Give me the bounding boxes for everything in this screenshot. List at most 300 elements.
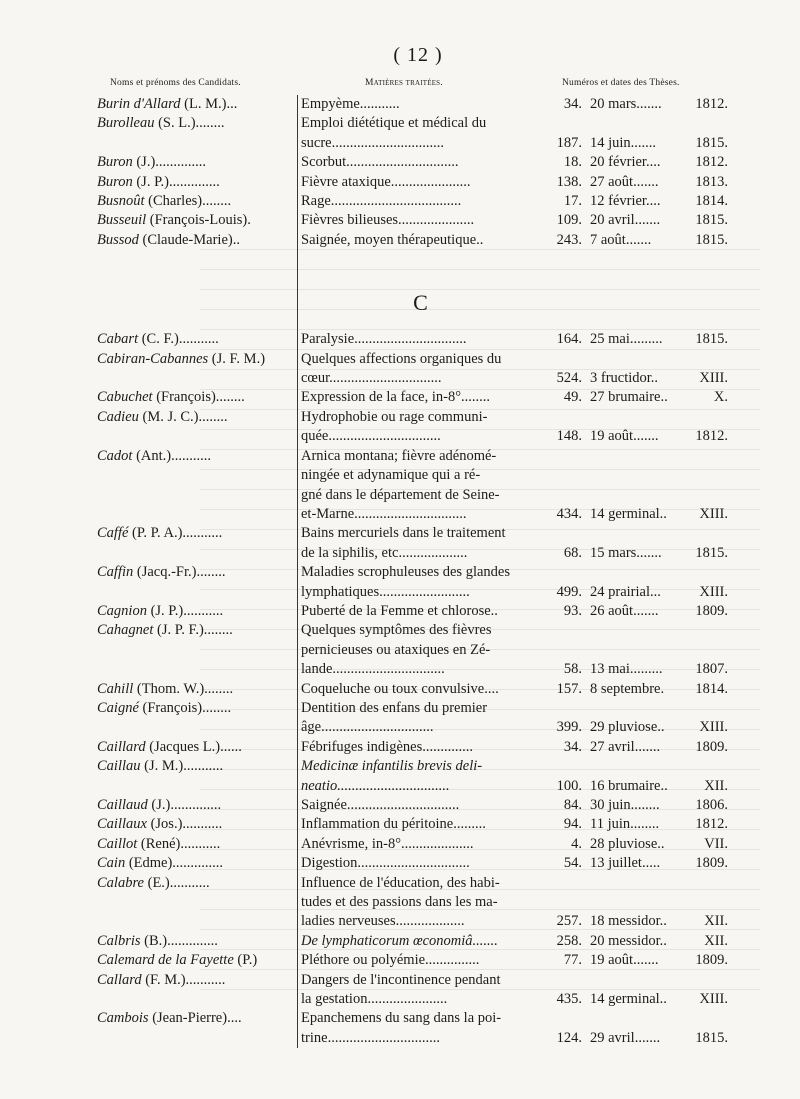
table-row xyxy=(0,699,800,738)
thesis-number-date xyxy=(548,854,730,873)
thesis-subject xyxy=(297,192,547,211)
candidate-name xyxy=(97,408,293,427)
subject-line: Fièvre ataxique...................... xyxy=(301,173,471,190)
thesis-number: 499. xyxy=(556,583,582,600)
thesis-year: XII. xyxy=(704,777,728,794)
thesis-subject xyxy=(297,388,547,407)
candidate-given-name: (Jos.)........... xyxy=(150,816,223,833)
thesis-date: 29 pluviose.. xyxy=(590,719,665,736)
thesis-year: 1815. xyxy=(695,134,728,151)
thesis-number-date xyxy=(548,211,730,230)
table-row xyxy=(0,874,800,932)
candidate-surname: Cagnion xyxy=(97,602,147,619)
table-row xyxy=(0,447,800,525)
subject-line: Inflammation du péritoine......... xyxy=(301,816,486,833)
thesis-date: 27 brumaire.. xyxy=(590,389,668,406)
thesis-number-date xyxy=(548,427,730,446)
thesis-number-date xyxy=(548,990,730,1009)
subject-line: neatio............................... xyxy=(301,777,450,794)
subject-line: Medicinæ infantilis brevis deli- xyxy=(301,758,483,775)
subject-line: Paralysie............................... xyxy=(301,331,467,348)
entries-b xyxy=(0,95,800,250)
thesis-subject xyxy=(297,757,547,796)
thesis-subject xyxy=(297,738,547,757)
candidate-surname: Burolleau xyxy=(97,115,155,132)
candidate-surname: Caffin xyxy=(97,564,134,581)
subject-line: Bains mercuriels dans le traitement xyxy=(301,525,506,542)
candidate-given-name: (Jacq.-Fr.)........ xyxy=(136,564,226,581)
thesis-number: 257. xyxy=(556,913,582,930)
candidate-surname: Buron xyxy=(97,173,133,190)
candidate-given-name: (Thom. W.)........ xyxy=(136,680,234,697)
thesis-number-date xyxy=(548,951,730,970)
candidate-given-name: (Edme).............. xyxy=(128,855,224,872)
table-row xyxy=(0,192,800,211)
subject-line: Dentition des enfans du premier xyxy=(301,699,488,716)
thesis-year: XII. xyxy=(704,932,728,949)
candidate-given-name: (P. P. A.)........... xyxy=(132,525,223,542)
thesis-number: 17. xyxy=(563,193,582,210)
subject-line: cœur............................... xyxy=(301,370,442,387)
thesis-date: 11 juin........ xyxy=(590,816,660,833)
thesis-year: 1815. xyxy=(695,331,728,348)
candidate-given-name: (François)........ xyxy=(156,389,245,406)
table-row xyxy=(0,835,800,854)
thesis-subject xyxy=(297,153,547,172)
candidate-given-name: (Jean-Pierre).... xyxy=(152,1010,242,1027)
thesis-number: 94. xyxy=(563,816,582,833)
thesis-date: 7 août....... xyxy=(590,231,652,248)
thesis-subject xyxy=(297,231,547,250)
thesis-year: 1807. xyxy=(695,661,728,678)
candidate-surname: Cabiran-Cabannes xyxy=(97,350,209,367)
thesis-year: 1809. xyxy=(695,738,728,755)
thesis-subject xyxy=(297,815,547,834)
thesis-number: 124. xyxy=(556,1029,582,1046)
candidate-surname: Caillau xyxy=(97,758,141,775)
thesis-number-date xyxy=(548,660,730,679)
thesis-subject xyxy=(297,796,547,815)
thesis-year: 1815. xyxy=(695,231,728,248)
subject-line: lymphatiques......................... xyxy=(301,583,470,600)
subject-line: Dangers de l'incontinence pendant xyxy=(301,971,501,988)
subject-line: De lymphaticorum œconomiâ....... xyxy=(301,932,498,949)
thesis-number-date xyxy=(548,134,730,153)
candidate-given-name: (E.)........... xyxy=(147,874,210,891)
table-row xyxy=(0,680,800,699)
candidate-given-name: (J.).............. xyxy=(151,797,222,813)
table-row xyxy=(0,524,800,563)
candidate-surname: Cabuchet xyxy=(97,389,153,406)
candidate-name xyxy=(97,621,293,640)
thesis-year: 1814. xyxy=(695,193,728,210)
thesis-number-date xyxy=(548,544,730,563)
candidate-name xyxy=(97,350,293,369)
thesis-year: 1815. xyxy=(695,1029,728,1046)
thesis-number: 138. xyxy=(556,173,582,190)
subject-line: Expression de la face, in-8°........ xyxy=(301,389,491,406)
page-number: ( 12 ) xyxy=(393,44,443,66)
subject-line: et-Marne............................... xyxy=(301,505,467,522)
thesis-subject xyxy=(297,680,547,699)
subject-line: Empyème........... xyxy=(301,96,400,112)
thesis-number-date xyxy=(548,583,730,602)
table-row xyxy=(0,408,800,447)
table-row xyxy=(0,757,800,796)
thesis-number: 34. xyxy=(563,738,582,755)
thesis-date: 19 août....... xyxy=(590,952,659,969)
thesis-number-date xyxy=(548,718,730,737)
thesis-number-date xyxy=(548,231,730,250)
thesis-year: 1812. xyxy=(695,154,728,171)
subject-line: Fébrifuges indigènes.............. xyxy=(301,738,473,755)
candidate-name xyxy=(97,699,293,718)
thesis-table xyxy=(0,95,800,1048)
candidate-surname: Caillaud xyxy=(97,797,148,813)
thesis-number-date xyxy=(548,388,730,407)
candidate-surname: Busnoût xyxy=(97,193,145,210)
thesis-subject xyxy=(297,951,547,970)
thesis-number: 58. xyxy=(563,661,582,678)
section-letter: C xyxy=(297,276,543,330)
thesis-year: XIII. xyxy=(699,583,728,600)
candidate-surname: Cain xyxy=(97,855,126,872)
thesis-date: 14 germinal.. xyxy=(590,505,667,522)
thesis-number-date xyxy=(548,932,730,951)
candidate-name xyxy=(97,211,293,230)
subject-line: Scorbut............................... xyxy=(301,154,459,171)
subject-line: Anévrisme, in-8°.................... xyxy=(301,835,474,852)
table-row xyxy=(0,1009,800,1048)
subject-line: de la siphilis, etc................... xyxy=(301,544,468,561)
candidate-surname: Caillot xyxy=(97,835,138,852)
candidate-given-name: (Charles)........ xyxy=(148,193,232,210)
subject-line: Maladies scrophuleuses des glandes xyxy=(301,564,510,581)
thesis-year: 1812. xyxy=(695,428,728,445)
table-row xyxy=(0,350,800,389)
thesis-number-date xyxy=(548,1029,730,1048)
table-row xyxy=(0,231,800,250)
table-row xyxy=(0,738,800,757)
table-row xyxy=(0,95,800,114)
candidate-given-name: (J. P.).............. xyxy=(136,173,220,190)
thesis-subject xyxy=(297,524,547,563)
candidate-name xyxy=(97,835,293,854)
candidate-given-name: (B.).............. xyxy=(144,932,218,949)
thesis-date: 3 fructidor.. xyxy=(590,370,659,387)
candidate-name xyxy=(97,563,293,582)
candidate-surname: Cabart xyxy=(97,331,139,348)
table-row xyxy=(0,602,800,621)
thesis-year: 1809. xyxy=(695,855,728,872)
thesis-date: 27 avril....... xyxy=(590,738,661,755)
candidate-given-name: (Jacques L.)...... xyxy=(149,738,242,755)
thesis-subject xyxy=(297,211,547,230)
subject-line: Quelques affections organiques du xyxy=(301,350,502,367)
subject-line: Arnica montana; fièvre adénomé- xyxy=(301,447,497,464)
thesis-subject xyxy=(297,408,547,447)
thesis-number: 524. xyxy=(556,370,582,387)
candidate-surname: Calabre xyxy=(97,874,144,891)
subject-line: Emploi diététique et médical du xyxy=(301,115,487,132)
header-names: Noms et prénoms des Candidats. xyxy=(110,78,241,88)
thesis-number-date xyxy=(548,173,730,192)
thesis-number: 399. xyxy=(556,719,582,736)
thesis-subject xyxy=(297,854,547,873)
thesis-year: 1812. xyxy=(695,816,728,833)
thesis-number: 100. xyxy=(556,777,582,794)
candidate-given-name: (René)........... xyxy=(140,835,221,852)
subject-line: Digestion............................... xyxy=(301,855,470,872)
thesis-number: 258. xyxy=(556,932,582,949)
thesis-date: 12 février.... xyxy=(590,193,661,210)
candidate-name xyxy=(97,95,293,114)
candidate-name xyxy=(97,738,293,757)
candidate-given-name: (L. M.)... xyxy=(184,96,238,112)
subject-line: âge............................... xyxy=(301,719,434,736)
subject-line: Quelques symptômes des fièvres xyxy=(301,622,492,639)
candidate-given-name: (J. P.)........... xyxy=(150,602,224,619)
thesis-number: 157. xyxy=(556,680,582,697)
thesis-date: 16 brumaire.. xyxy=(590,777,668,794)
candidate-name xyxy=(97,757,293,776)
candidate-name xyxy=(97,330,293,349)
table-row xyxy=(0,173,800,192)
thesis-date: 15 mars....... xyxy=(590,544,662,561)
thesis-number: 93. xyxy=(563,602,582,619)
thesis-subject xyxy=(297,173,547,192)
thesis-number-date xyxy=(548,95,730,114)
candidate-name xyxy=(97,388,293,407)
thesis-subject xyxy=(297,874,547,932)
candidate-surname: Calemard de la Fayette xyxy=(97,952,234,969)
entries-c xyxy=(0,330,800,1048)
subject-line: trine............................... xyxy=(301,1029,440,1046)
thesis-number: 77. xyxy=(563,952,582,969)
thesis-year: 1815. xyxy=(695,544,728,561)
thesis-year: XIII. xyxy=(699,719,728,736)
candidate-given-name: (F. M.)........... xyxy=(145,971,226,988)
subject-line: Influence de l'éducation, des habi- xyxy=(301,874,500,891)
candidate-given-name: (Claude-Marie).. xyxy=(142,231,240,248)
candidate-name xyxy=(97,114,293,133)
thesis-year: XIII. xyxy=(699,991,728,1008)
thesis-date: 26 août....... xyxy=(590,602,659,619)
candidate-given-name: (J. P. F.)........ xyxy=(157,622,233,639)
thesis-number: 109. xyxy=(556,212,582,229)
thesis-year: 1815. xyxy=(695,212,728,229)
candidate-surname: Caigné xyxy=(97,699,139,716)
thesis-date: 13 mai......... xyxy=(590,661,663,678)
candidate-name xyxy=(97,1009,293,1028)
thesis-year: XII. xyxy=(704,913,728,930)
candidate-name xyxy=(97,231,293,250)
candidate-given-name: (M. J. C.)........ xyxy=(142,408,228,425)
thesis-number: 148. xyxy=(556,428,582,445)
thesis-subject xyxy=(297,1009,547,1048)
thesis-number-date xyxy=(548,796,730,815)
thesis-subject xyxy=(297,95,547,114)
table-row xyxy=(0,621,800,679)
thesis-number: 34. xyxy=(563,96,582,112)
thesis-number-date xyxy=(548,153,730,172)
candidate-given-name: (S. L.)........ xyxy=(158,115,225,132)
thesis-subject xyxy=(297,602,547,621)
thesis-year: 1809. xyxy=(695,952,728,969)
candidate-name xyxy=(97,447,293,466)
candidate-given-name: (J. M.)........... xyxy=(144,758,224,775)
thesis-number: 243. xyxy=(556,231,582,248)
thesis-subject xyxy=(297,835,547,854)
thesis-date: 20 messidor.. xyxy=(590,932,667,949)
table-row xyxy=(0,153,800,172)
table-row xyxy=(0,388,800,407)
thesis-number-date xyxy=(548,330,730,349)
thesis-number-date xyxy=(548,505,730,524)
candidate-surname: Busseuil xyxy=(97,212,147,229)
thesis-number: 164. xyxy=(556,331,582,348)
subject-line: Saignée............................... xyxy=(301,797,460,813)
subject-line: la gestation...................... xyxy=(301,991,448,1008)
subject-line: quée............................... xyxy=(301,428,441,445)
candidate-given-name: (J. F. M.) xyxy=(211,350,266,367)
table-row xyxy=(0,815,800,834)
subject-line: gné dans le département de Seine- xyxy=(301,486,500,503)
thesis-date: 29 avril....... xyxy=(590,1029,661,1046)
table-row xyxy=(0,114,800,153)
thesis-number: 4. xyxy=(571,835,582,852)
candidate-surname: Bussod xyxy=(97,231,139,248)
table-row xyxy=(0,330,800,349)
table-row xyxy=(0,854,800,873)
candidate-surname: Burin d'Allard xyxy=(97,96,181,112)
thesis-year: XIII. xyxy=(699,505,728,522)
thesis-number: 434. xyxy=(556,505,582,522)
thesis-year: VII. xyxy=(704,835,728,852)
thesis-year: X. xyxy=(713,389,728,406)
table-row xyxy=(0,932,800,951)
thesis-number-date xyxy=(548,369,730,388)
subject-line: tudes et des passions dans les ma- xyxy=(301,894,498,911)
subject-line: pernicieuses ou ataxiques en Zé- xyxy=(301,641,491,658)
candidate-name xyxy=(97,951,293,970)
thesis-date: 28 pluviose.. xyxy=(590,835,665,852)
subject-line: sucre............................... xyxy=(301,134,444,151)
thesis-subject xyxy=(297,699,547,738)
candidate-surname: Cahill xyxy=(97,680,134,697)
thesis-number-date xyxy=(548,738,730,757)
candidate-name xyxy=(97,932,293,951)
thesis-date: 24 prairial... xyxy=(590,583,661,600)
subject-line: Coqueluche ou toux convulsive.... xyxy=(301,680,499,697)
thesis-date: 14 germinal.. xyxy=(590,991,667,1008)
thesis-year: XIII. xyxy=(699,370,728,387)
candidate-name xyxy=(97,874,293,893)
thesis-date: 30 juin........ xyxy=(590,797,660,813)
thesis-date: 27 août....... xyxy=(590,173,659,190)
candidate-name xyxy=(97,173,293,192)
thesis-number-date xyxy=(548,602,730,621)
candidate-given-name: (P.) xyxy=(237,952,258,969)
candidate-surname: Cahagnet xyxy=(97,622,154,639)
subject-line: ningée et adynamique qui a ré- xyxy=(301,467,481,484)
thesis-number-date xyxy=(548,815,730,834)
subject-line: Saignée, moyen thérapeutique.. xyxy=(301,231,484,248)
subject-line: Puberté de la Femme et chlorose.. xyxy=(301,602,498,619)
candidate-given-name: (C. F.)........... xyxy=(141,331,219,348)
table-row xyxy=(0,211,800,230)
thesis-number: 187. xyxy=(556,134,582,151)
thesis-subject xyxy=(297,621,547,679)
thesis-date: 20 mars....... xyxy=(590,96,662,112)
candidate-name xyxy=(97,524,293,543)
thesis-date: 14 juin....... xyxy=(590,134,657,151)
candidate-surname: Callard xyxy=(97,971,142,988)
candidate-surname: Cadieu xyxy=(97,408,139,425)
subject-line: Rage.................................... xyxy=(301,193,462,210)
candidate-given-name: (François)........ xyxy=(142,699,232,716)
thesis-date: 20 février.... xyxy=(590,154,661,171)
thesis-subject xyxy=(297,563,547,602)
candidate-surname: Cambois xyxy=(97,1010,149,1027)
thesis-number: 18. xyxy=(563,154,582,171)
candidate-surname: Buron xyxy=(97,154,133,171)
thesis-number: 54. xyxy=(563,855,582,872)
candidate-given-name: (Ant.)........... xyxy=(136,447,211,464)
thesis-year: 1813. xyxy=(695,173,728,190)
section-gap xyxy=(297,250,544,276)
candidate-given-name: (François-Louis). xyxy=(149,212,251,229)
thesis-date: 18 messidor.. xyxy=(590,913,667,930)
thesis-subject xyxy=(297,114,547,153)
thesis-subject xyxy=(297,350,547,389)
subject-line: ladies nerveuses................... xyxy=(301,913,465,930)
thesis-number: 68. xyxy=(563,544,582,561)
candidate-surname: Calbris xyxy=(97,932,141,949)
subject-line: Epanchemens du sang dans la poi- xyxy=(301,1010,502,1027)
table-row xyxy=(0,563,800,602)
candidate-name xyxy=(97,153,293,172)
thesis-subject xyxy=(297,932,547,951)
header-subjects: Matières traitées. xyxy=(365,78,443,88)
thesis-number: 84. xyxy=(563,797,582,813)
candidate-name xyxy=(97,796,293,815)
table-row xyxy=(0,796,800,815)
thesis-number-date xyxy=(548,680,730,699)
candidate-name xyxy=(97,971,293,990)
candidate-name xyxy=(97,854,293,873)
subject-line: Fièvres bilieuses..................... xyxy=(301,212,475,229)
table-row xyxy=(0,951,800,970)
candidate-surname: Caillard xyxy=(97,738,146,755)
thesis-date: 19 août....... xyxy=(590,428,659,445)
subject-line: Pléthore ou polyémie............... xyxy=(301,952,480,969)
candidate-surname: Caillaux xyxy=(97,816,147,833)
header-theses: Numéros et dates des Thèses. xyxy=(562,78,680,88)
thesis-number-date xyxy=(548,912,730,931)
thesis-subject xyxy=(297,330,547,349)
thesis-year: 1812. xyxy=(695,96,728,112)
candidate-given-name: (J.).............. xyxy=(136,154,207,171)
thesis-number: 49. xyxy=(563,389,582,406)
subject-line: Hydrophobie ou rage communi- xyxy=(301,408,488,425)
thesis-date: 25 mai......... xyxy=(590,331,663,348)
thesis-year: 1814. xyxy=(695,680,728,697)
thesis-number-date xyxy=(548,777,730,796)
candidate-name xyxy=(97,815,293,834)
candidate-surname: Caffé xyxy=(97,525,129,542)
thesis-year: 1809. xyxy=(695,602,728,619)
